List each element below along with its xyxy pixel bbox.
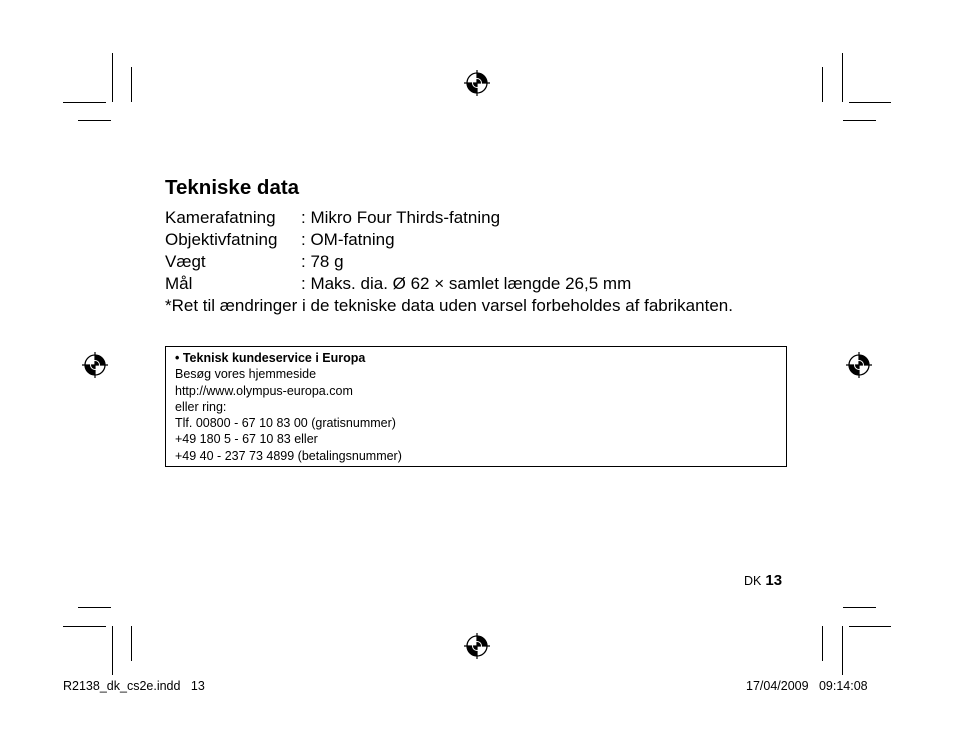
crop-mark — [822, 67, 823, 102]
spec-label: Vægt — [165, 252, 206, 271]
spec-label: Kamerafatning — [165, 208, 276, 227]
spec-label: Objektivfatning — [165, 230, 278, 249]
print-slug-timestamp: 17/04/2009 09:14:08 — [746, 679, 868, 693]
registration-mark-icon — [464, 633, 490, 659]
crop-mark — [112, 626, 113, 675]
crop-mark — [131, 67, 132, 102]
customer-service-box — [165, 346, 787, 467]
service-box-phone: +49 40 - 237 73 4899 (betalingsnummer) — [175, 448, 402, 463]
page-title: Tekniske data — [165, 176, 300, 199]
crop-mark — [849, 102, 891, 103]
crop-mark — [843, 120, 876, 121]
service-box-url: http://www.olympus-europa.com — [175, 383, 353, 398]
page-number — [744, 572, 782, 590]
spec-value: : Maks. dia. Ø 62 × samlet længde 26,5 mm — [301, 274, 632, 293]
spec-value: : OM-fatning — [301, 230, 395, 249]
spec-value: : Mikro Four Thirds-fatning — [301, 208, 501, 227]
crop-mark — [843, 607, 876, 608]
registration-mark-icon — [82, 352, 108, 378]
service-box-title: • Teknisk kundeservice i Europa — [175, 351, 366, 365]
service-box-phone: +49 180 5 - 67 10 83 eller — [175, 432, 318, 447]
crop-mark — [112, 53, 113, 102]
spec-label: Mål — [165, 274, 193, 293]
crop-mark — [842, 626, 843, 675]
crop-mark — [131, 626, 132, 661]
crop-mark — [849, 626, 891, 627]
service-box-phone: Tlf. 00800 - 67 10 83 00 (gratisnummer) — [175, 416, 396, 431]
crop-mark — [822, 626, 823, 661]
registration-mark-icon — [464, 70, 490, 96]
crop-mark — [63, 626, 106, 627]
registration-mark-icon — [846, 352, 872, 378]
service-box-line: eller ring: — [175, 399, 227, 414]
crop-mark — [63, 102, 106, 103]
crop-mark — [842, 53, 843, 102]
crop-mark — [78, 120, 111, 121]
page-number-value: 13 — [765, 572, 783, 589]
language-code: DK — [744, 574, 762, 588]
crop-mark — [78, 607, 111, 608]
disclaimer-note: *Ret til ændringer i de tekniske data uden varsel forbeholdes af fabrikanten. — [165, 296, 733, 315]
service-box-line: Besøg vores hjemmeside — [175, 367, 317, 382]
print-slug-file: R2138_dk_cs2e.indd 13 — [63, 679, 205, 693]
spec-value: : 78 g — [301, 252, 344, 271]
